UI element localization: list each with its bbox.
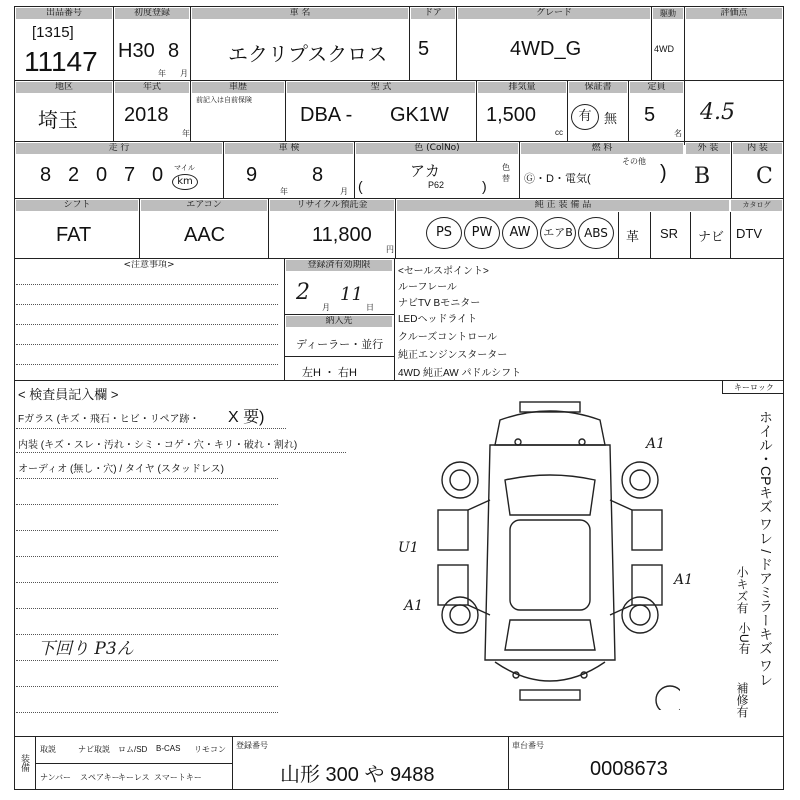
equip-ps: PS	[426, 217, 462, 249]
first-reg-header: 初度登録	[115, 8, 189, 19]
month-unit: 月	[180, 69, 188, 78]
year-unit: 年	[158, 69, 166, 78]
equip-airbag: エアB	[540, 217, 576, 249]
equip-dtv: DTV	[736, 226, 762, 241]
area-header: 地区	[16, 82, 112, 93]
aircon-value: AAC	[184, 224, 226, 246]
lot-code: [1315]	[32, 24, 74, 41]
history-note: 前記入は自前保険	[196, 97, 252, 104]
capacity-header: 定員	[630, 82, 683, 93]
shift-value: FAT	[56, 224, 92, 246]
vertical-note: ホイル・CPキズ ワレ / ドアミラーキズ ワレ	[758, 410, 774, 687]
handwritten-note: 下回り P3ん	[38, 639, 134, 659]
reg-expiry-day: 11	[340, 284, 363, 305]
equipment-header: 純 正 装 備 品	[397, 200, 729, 211]
capacity-value: 5	[644, 104, 656, 126]
car-name: エクリプスクロス	[228, 44, 388, 66]
inspector-header: < 検査員記入欄 >	[18, 387, 119, 402]
divider	[16, 556, 278, 557]
sales-point: 4WD 純正AW パドルシフト	[398, 368, 522, 379]
year-value: 2018	[124, 104, 169, 126]
doc-item: 取説	[40, 745, 56, 754]
color-code: P62	[428, 180, 445, 190]
divider	[618, 212, 619, 258]
chassis-number: 0008673	[590, 758, 668, 780]
divider	[16, 686, 278, 687]
equip-navi: ナビ	[698, 229, 725, 244]
model-header: 型 式	[287, 82, 475, 93]
doc-item: スマートキー	[154, 773, 202, 782]
inspection-year-unit: 年	[280, 187, 288, 196]
year-header: 年式	[115, 82, 189, 93]
exterior-header: 外 装	[686, 143, 730, 154]
mileage-mile: マイル	[174, 165, 195, 172]
equip-sr: SR	[660, 226, 679, 241]
shift-header: シフト	[16, 200, 138, 211]
transfer-header: 納入先	[286, 316, 392, 327]
recycle-unit: 円	[386, 245, 394, 254]
divider	[16, 608, 278, 609]
interior-line: 内装 (キズ・スレ・汚れ・シミ・コゲ・穴・キリ・破れ・割れ)	[18, 440, 298, 451]
mark-a1-right: A1	[674, 572, 694, 588]
transfer-dealer: ディーラー・並行	[296, 339, 384, 351]
fglass-line: Fガラス (キズ・飛石・ヒビ・リペア跡・	[18, 414, 200, 425]
doc-item: キーレス	[118, 773, 150, 782]
chassis-label: 車台番号	[512, 741, 544, 750]
sales-point: クルーズコントロール	[398, 332, 497, 343]
fuel-options: Ⓖ・D・電気(	[524, 173, 591, 185]
drive-header: 駆動	[653, 8, 683, 19]
notes-header: <注意事項>	[16, 260, 282, 271]
fuel-header: 燃 料	[521, 143, 683, 154]
divider	[16, 452, 346, 453]
car-diagram	[420, 400, 680, 710]
divider	[14, 736, 784, 737]
doc-item: B-CAS	[156, 744, 181, 753]
drive-value: 4WD	[654, 44, 674, 54]
paren-close: )	[660, 162, 667, 184]
divider	[394, 258, 395, 380]
warranty-yes: 有	[571, 104, 599, 130]
displacement-value: 1,500	[486, 104, 537, 126]
catalog-header: カタログ	[731, 200, 782, 211]
vertical-small-2: 小U有	[737, 622, 751, 655]
divider	[684, 7, 685, 145]
divider	[16, 660, 278, 661]
equip-leather: 革	[626, 229, 640, 244]
warranty-header: 保証書	[569, 82, 627, 93]
divider	[730, 212, 731, 258]
lot-header: 出品番号	[16, 8, 112, 19]
doc-label: 装備	[14, 736, 36, 790]
warranty-no: 無	[604, 111, 618, 126]
paren-right: )	[482, 178, 487, 194]
color-change-label: 色替	[502, 163, 510, 183]
aircon-header: エアコン	[141, 200, 267, 211]
vertical-small-1: 小キズ有	[735, 566, 749, 614]
divider	[16, 284, 278, 285]
year-unit: 年	[182, 129, 190, 138]
divider	[36, 763, 232, 764]
divider	[16, 504, 278, 505]
inspection-header: 車 検	[225, 143, 353, 154]
sales-point: 純正エンジンスターター	[398, 350, 508, 361]
paren-left: (	[358, 178, 363, 194]
first-reg-month: 8	[168, 40, 180, 62]
doc-item: リモコン	[194, 745, 226, 754]
divider	[284, 356, 394, 357]
car-name-header: 車 名	[192, 8, 408, 19]
sales-point: ナビTV Bモニター	[398, 298, 481, 309]
grade-header: グレード	[458, 8, 650, 19]
grade-value: 4WD_G	[510, 38, 582, 60]
model-prefix: DBA -	[300, 104, 353, 126]
sales-point: ルーフレール	[398, 282, 457, 293]
equip-aw: AW	[502, 217, 538, 249]
reg-expiry-day-unit: 日	[366, 303, 374, 312]
registration-number: 山形 300 や 9488	[280, 764, 435, 786]
first-reg-era: H30	[118, 40, 155, 62]
divider	[16, 324, 278, 325]
divider	[16, 530, 278, 531]
divider	[16, 478, 278, 479]
inspection-month-unit: 月	[340, 187, 348, 196]
mileage-d4: 0	[152, 164, 164, 186]
mark-a1-top: A1	[646, 436, 666, 452]
fglass-mark: X 要)	[228, 409, 265, 426]
doc-item: ナンバー	[40, 773, 72, 782]
divider	[16, 304, 278, 305]
doc-item: ナビ取説	[78, 745, 110, 754]
divider	[232, 736, 233, 790]
mileage-d3: 7	[124, 164, 136, 186]
doc-item: スペアキー	[80, 773, 120, 782]
divider	[508, 736, 509, 790]
interior-header: 内 装	[733, 143, 782, 154]
reg-number-label: 登録番号	[236, 741, 268, 750]
inspection-year: 9	[246, 164, 258, 186]
equip-pw: PW	[464, 217, 500, 249]
exterior-grade: B	[694, 164, 711, 189]
recycle-header: リサイクル預託金	[270, 200, 394, 211]
keylock-header: キーロック	[734, 383, 774, 392]
divider	[16, 712, 278, 713]
displacement-header: 排気量	[478, 82, 566, 93]
divider	[650, 212, 651, 258]
mileage-header: 走 行	[16, 143, 222, 154]
divider	[690, 212, 691, 258]
transfer-handle: 左H ・ 右H	[302, 367, 357, 379]
divider	[16, 428, 286, 429]
divider	[16, 344, 278, 345]
mileage-d0: 8	[40, 164, 58, 186]
score-header: 評価点	[686, 8, 782, 19]
color-header: 色 (ColNo)	[356, 143, 518, 154]
sales-header: <セールスポイント>	[398, 266, 489, 277]
score-value: 4.5	[700, 100, 735, 125]
equip-abs: ABS	[578, 217, 614, 249]
doors-value: 5	[418, 38, 430, 60]
fuel-other: その他	[622, 157, 646, 166]
divider	[16, 582, 278, 583]
inspection-month: 8	[312, 164, 324, 186]
capacity-unit: 名	[674, 129, 682, 138]
color-name: アカ	[410, 163, 440, 180]
vertical-small-3: 補修有	[735, 682, 749, 718]
mark-a1-left: A1	[404, 598, 424, 614]
mileage-d2: 0	[96, 164, 108, 186]
area-value: 埼玉	[38, 110, 78, 132]
doors-header: ドア	[411, 8, 455, 19]
mileage-d1: 2	[68, 164, 80, 186]
mark-u1: U1	[398, 540, 419, 556]
doc-item: ロム/SD	[118, 745, 148, 754]
history-header: 車歴	[192, 82, 284, 93]
sales-point: LEDヘッドライト	[398, 314, 478, 325]
lot-number: 11147	[24, 46, 98, 77]
model-code: GK1W	[390, 104, 449, 126]
reg-expiry-month: 2	[296, 280, 310, 305]
reg-expiry-header: 登録済有効期限	[286, 260, 392, 271]
divider	[14, 380, 784, 381]
audio-line: オーディオ (無し・穴) / タイヤ (スタッドレス)	[18, 464, 224, 475]
divider	[16, 364, 278, 365]
mileage-km: km	[172, 174, 198, 190]
displacement-unit: cc	[555, 128, 563, 137]
recycle-value: 11,800	[312, 224, 372, 246]
reg-expiry-month-unit: 月	[322, 303, 330, 312]
interior-grade: C	[756, 164, 773, 189]
